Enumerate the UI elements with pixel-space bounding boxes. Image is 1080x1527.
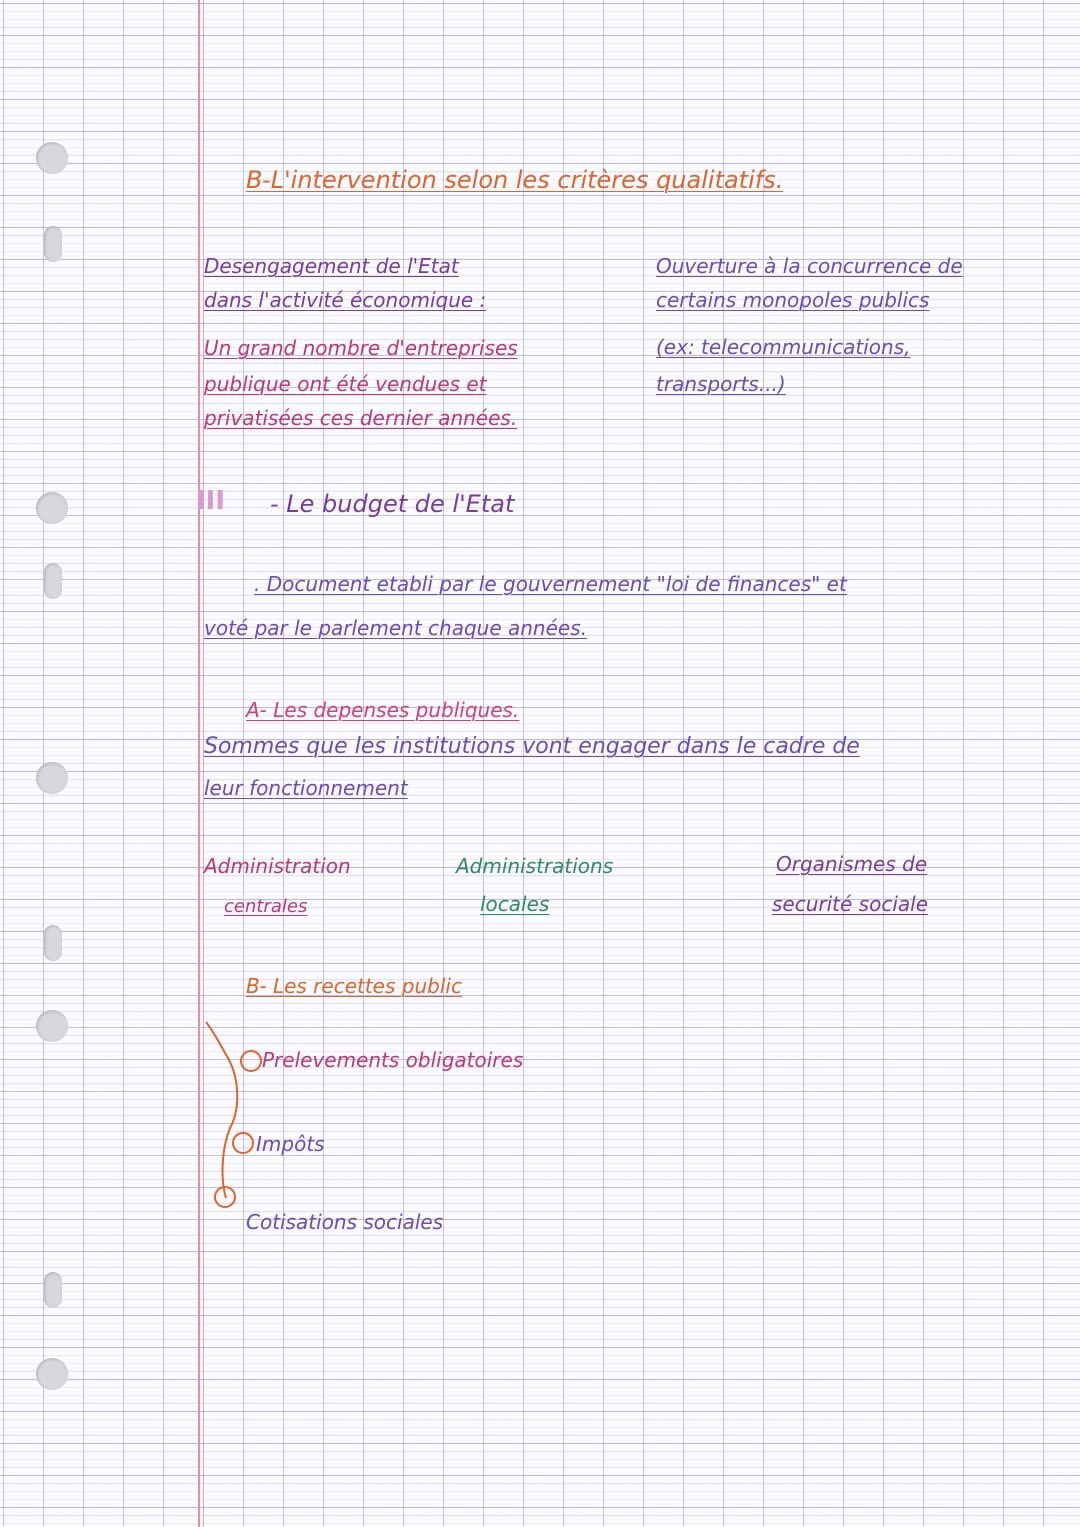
note-line: (ex: telecommunications, xyxy=(656,335,911,359)
margin-line xyxy=(198,0,200,1527)
recette-item: Impôts xyxy=(256,1132,325,1156)
bullet-circle xyxy=(232,1132,254,1154)
category-central-line: Administration xyxy=(204,854,351,878)
bullet-circle xyxy=(214,1186,236,1208)
section-heading-b: B-L'intervention selon les critères qualitatifs. xyxy=(246,166,784,194)
category-local-line: locales xyxy=(480,892,550,916)
subheading-a: A- Les depenses publiques. xyxy=(246,698,520,722)
category-social-line: Organismes de xyxy=(776,852,928,876)
depenses-definition-line: leur fonctionnement xyxy=(204,776,408,800)
depenses-definition-line: Sommes que les institutions vont engager dans le cadre de xyxy=(204,734,860,759)
binder-slot xyxy=(44,925,62,961)
binder-hole xyxy=(36,1010,68,1042)
margin-line-shadow xyxy=(203,0,204,1527)
category-central-line: centrales xyxy=(224,896,308,917)
note-line: publique ont été vendues et xyxy=(204,372,487,396)
note-line: Ouverture à la concurrence de xyxy=(656,254,963,278)
section-heading-iii: - Le budget de l'Etat xyxy=(270,490,515,518)
category-local-line: Administrations xyxy=(456,854,614,878)
subheading-b-recettes: B- Les recettes public xyxy=(246,974,462,998)
bullet-circle xyxy=(240,1050,262,1072)
binder-hole xyxy=(36,142,68,174)
note-line: Desengagement de l'Etat xyxy=(204,254,459,278)
binder-slot xyxy=(44,1272,62,1308)
category-social-line: securité sociale xyxy=(772,892,929,916)
budget-definition-line: . Document etabli par le gouvernement "loi de finances" et xyxy=(254,572,847,596)
binder-slot xyxy=(44,226,62,262)
note-line: Un grand nombre d'entreprises xyxy=(204,336,518,360)
binder-slot xyxy=(44,563,62,599)
section-number-iii: III xyxy=(196,486,226,516)
note-line: dans l'activité économique : xyxy=(204,288,487,312)
binder-hole xyxy=(36,492,68,524)
note-line: certains monopoles publics xyxy=(656,288,930,312)
binder-hole xyxy=(36,762,68,794)
binder-hole xyxy=(36,1358,68,1390)
note-line: privatisées ces dernier années. xyxy=(204,406,518,430)
recette-item: Cotisations sociales xyxy=(246,1210,444,1234)
note-line: transports...) xyxy=(656,372,786,396)
recette-item: Prelevements obligatoires xyxy=(262,1048,524,1072)
budget-definition-line: voté par le parlement chaque années. xyxy=(204,616,587,640)
